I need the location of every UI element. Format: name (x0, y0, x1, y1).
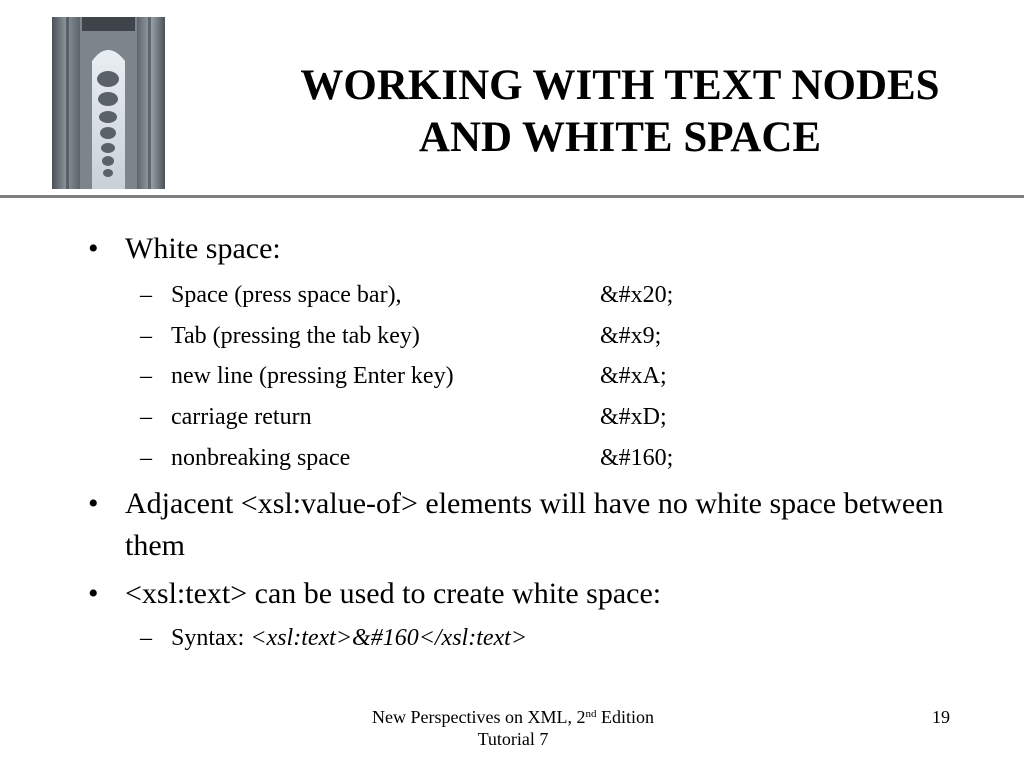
slide-title (220, 60, 1020, 164)
title-divider (0, 195, 1024, 198)
bullet-text: <xsl:text> can be used to create white space: (125, 577, 662, 610)
sub-bullet-marker: – (140, 282, 152, 308)
sub-bullet-text: Space (press space bar), (171, 282, 402, 308)
sub-bullet-marker: – (140, 404, 152, 430)
footer-tutorial: Tutorial 7 (477, 729, 549, 749)
entity-code: &#xA; (600, 363, 667, 389)
syntax-label: Syntax: (171, 625, 251, 651)
bullet-marker: • (88, 487, 99, 520)
bullet-marker: • (88, 577, 99, 610)
bullet-text: White space: (125, 232, 281, 265)
footer-book-title (300, 706, 726, 728)
page-number: 19 (932, 707, 950, 727)
bullet-white-space (88, 228, 968, 270)
footer-book-sup: nd (585, 708, 597, 720)
entity-code: &#160; (600, 445, 674, 471)
title-line-2: AND WHITE SPACE (418, 114, 822, 161)
sub-bullet-marker: – (140, 445, 152, 471)
entity-code: &#xD; (600, 404, 667, 430)
sub-bullet-text: Tab (pressing the tab key) (171, 323, 420, 349)
slide-footer (300, 706, 726, 750)
sub-bullet-marker: – (140, 625, 152, 651)
title-line-1: WORKING WITH TEXT NODES (300, 62, 940, 109)
bullet-xsl-text (88, 573, 968, 615)
sub-bullet-marker: – (140, 363, 152, 389)
bullet-marker: • (88, 232, 99, 265)
sub-bullet-text: nonbreaking space (171, 445, 351, 471)
entity-code: &#x20; (600, 282, 674, 308)
syntax-code: <xsl:text>&#160</xsl:text> (250, 625, 528, 651)
bullet-adjacent-value-of (88, 483, 968, 567)
footer-book-prefix: New Perspectives on XML, 2 (372, 707, 586, 727)
footer-book-suffix: Edition (596, 707, 654, 727)
sub-bullet-text: carriage return (171, 404, 312, 430)
sub-bullet-text (171, 623, 527, 653)
sub-bullet-text: new line (pressing Enter key) (171, 363, 454, 389)
bridge-pillar-photo (52, 17, 165, 189)
entity-code: &#x9; (600, 323, 662, 349)
sub-bullet-marker: – (140, 323, 152, 349)
bullet-text: Adjacent <xsl:value-of> elements will have no white space between them (125, 487, 944, 562)
